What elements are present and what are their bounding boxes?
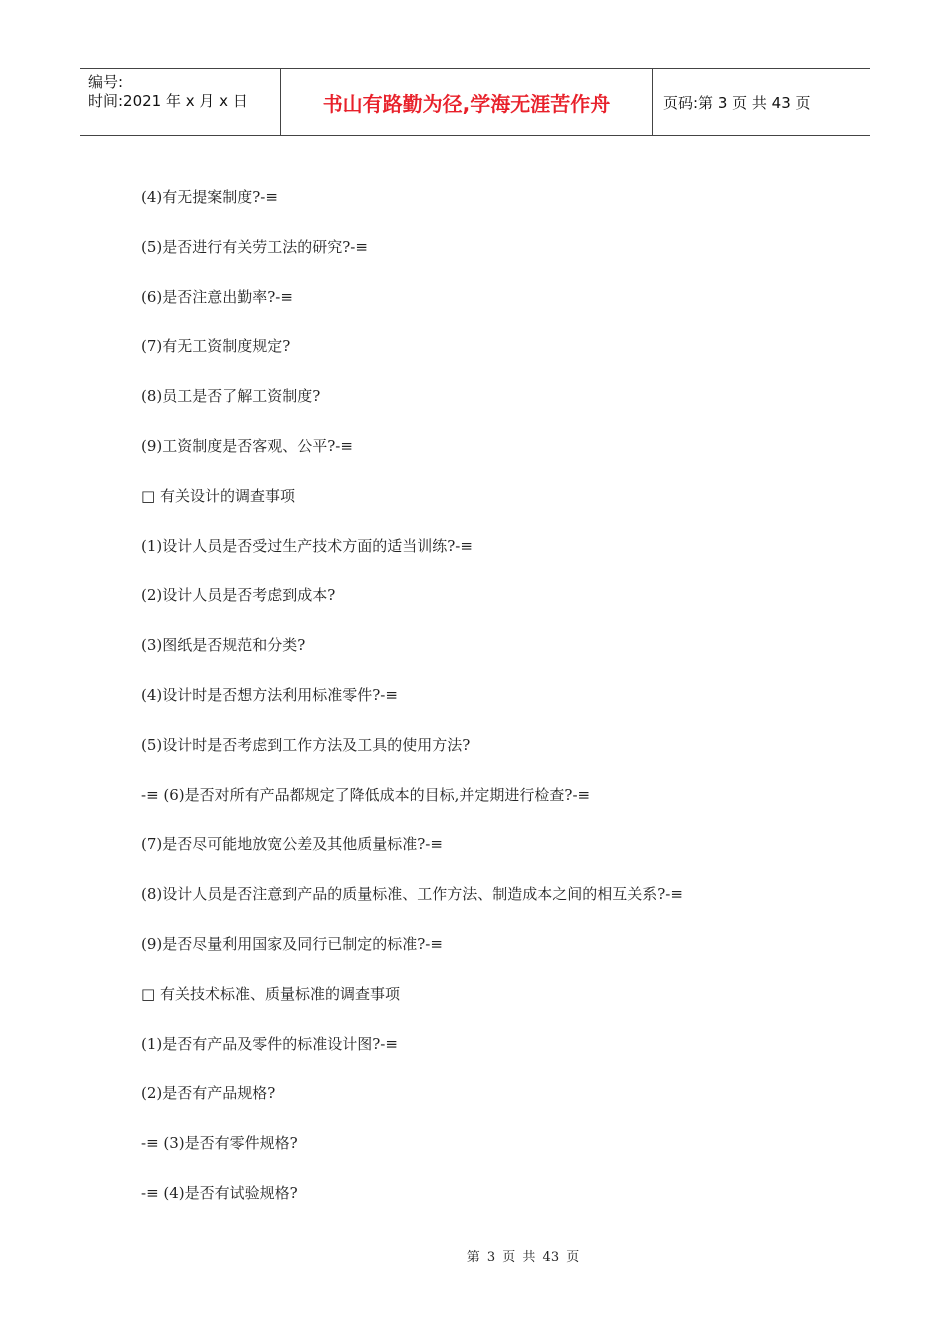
body-line: (9)是否尽量利用国家及同行已制定的标准?-≡: [141, 934, 443, 953]
header-page-info: [653, 69, 870, 135]
header-motto-text: 书山有路勤为径,学海无涯苦作舟: [322, 91, 611, 116]
body-line: (8)设计人员是否注意到产品的质量标准、工作方法、制造成本之间的相互关系?-≡: [141, 885, 683, 904]
body-line: -≡ (4)是否有试验规格?: [141, 1183, 298, 1202]
body-line: -≡ (3)是否有零件规格?: [141, 1134, 298, 1153]
body-line: (1)设计人员是否受过生产技术方面的适当训练?-≡: [141, 536, 473, 555]
header-motto: [281, 69, 653, 135]
body-line: (8)员工是否了解工资制度?: [141, 387, 321, 406]
page-header: [80, 68, 870, 136]
footer-page-number: 第 3 页 共 43 页: [466, 1250, 580, 1265]
section-heading: □ 有关技术标准、质量标准的调查事项: [141, 984, 400, 1003]
header-number-label: 编号:: [88, 73, 124, 91]
header-meta: [80, 69, 281, 135]
section-heading: □ 有关设计的调查事项: [141, 486, 295, 505]
body-line: (5)设计时是否考虑到工作方法及工具的使用方法?: [141, 735, 471, 754]
body-line: (7)有无工资制度规定?: [141, 337, 291, 356]
body-line: (4)有无提案制度?-≡: [141, 188, 278, 206]
header-time-label: 时间:2021 年 x 月 x 日: [88, 92, 248, 110]
body-line: (2)设计人员是否考虑到成本?: [141, 586, 336, 605]
body-line: (1)是否有产品及零件的标准设计图?-≡: [141, 1034, 398, 1053]
body-line: (5)是否进行有关劳工法的研究?-≡: [141, 237, 368, 256]
body-line: -≡ (6)是否对所有产品都规定了降低成本的目标,并定期进行检查?-≡: [141, 785, 591, 804]
header-page-info-text: 页码:第 3 页 共 43 页: [663, 93, 811, 112]
body-line: (7)是否尽可能地放宽公差及其他质量标准?-≡: [141, 835, 443, 854]
body-line: (4)设计时是否想方法利用标准零件?-≡: [141, 685, 398, 704]
document-body: [141, 183, 841, 1229]
page-footer: [0, 1246, 950, 1265]
body-line: (2)是否有产品规格?: [141, 1084, 276, 1103]
body-line: (6)是否注意出勤率?-≡: [141, 287, 293, 306]
body-line: (3)图纸是否规范和分类?: [141, 636, 306, 655]
body-line: (9)工资制度是否客观、公平?-≡: [141, 436, 353, 455]
